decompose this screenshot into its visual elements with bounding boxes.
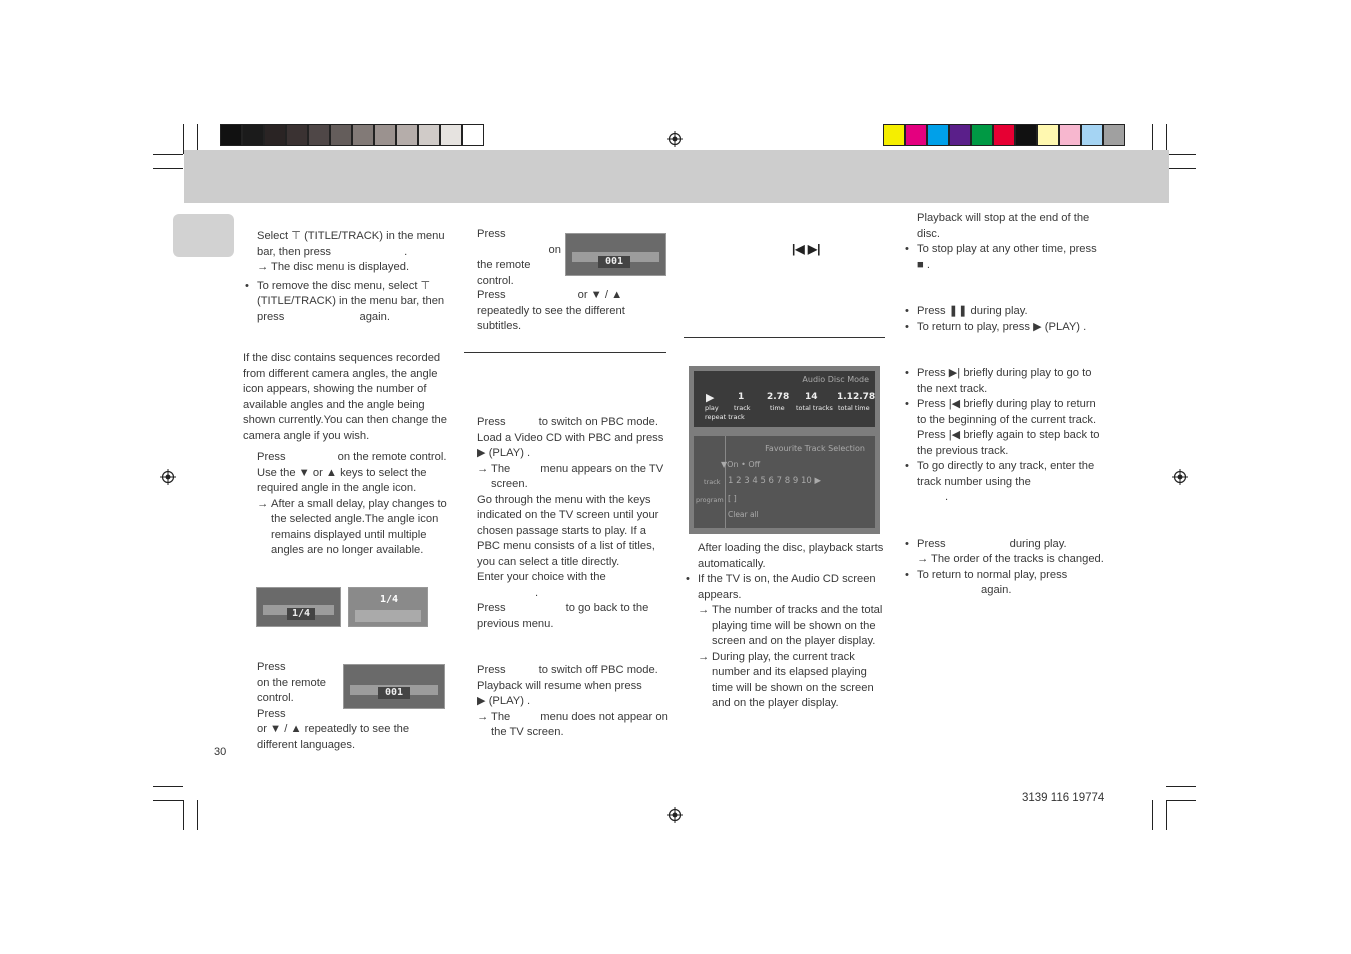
gray-swatch bbox=[242, 124, 264, 146]
text: ▶ (PLAY) . bbox=[477, 695, 531, 707]
track-row-label: track bbox=[704, 478, 721, 486]
text: Playback will stop at the end of the disc. bbox=[917, 212, 1090, 240]
column-2-pbc bbox=[477, 415, 669, 741]
gray-swatch bbox=[352, 124, 374, 146]
title-track-icon: ⊤ bbox=[291, 230, 301, 242]
text: To remove the disc menu, select bbox=[257, 279, 418, 292]
play-icon: ▶ bbox=[706, 391, 715, 404]
text: Press bbox=[917, 537, 946, 550]
text: to switch off PBC mode. bbox=[538, 664, 658, 676]
text: Go through the menu with the keys indicated on the TV screen until your chosen passage starts to play. If a PBC menu consists of a list of titles, you can select a title directly. bbox=[477, 493, 659, 568]
text: • Press ❚❚ during play. bbox=[903, 304, 1108, 320]
menu-divider-line bbox=[725, 436, 726, 528]
text: (TITLE/TRACK) in the menu bar, then press bbox=[257, 230, 445, 258]
text: After a small delay, play changes to the selected angle.The angle icon remains displayed until multiple angles are no longer available. bbox=[271, 497, 447, 556]
text: Select bbox=[257, 230, 289, 242]
stop-icon: ■ . bbox=[917, 258, 930, 271]
text: Press bbox=[257, 661, 286, 673]
text: ▶ (PLAY) . bbox=[477, 447, 531, 459]
crop-mark bbox=[153, 154, 183, 155]
color-swatch bbox=[993, 124, 1015, 146]
crop-mark bbox=[1166, 800, 1167, 830]
text: • To go directly to any track, enter the track number using the bbox=[903, 459, 1108, 490]
cd-status-panel bbox=[694, 371, 875, 427]
column-2 bbox=[477, 288, 667, 335]
angle-icon-image-b bbox=[348, 587, 428, 627]
gray-swatch bbox=[374, 124, 396, 146]
text: • To return to play, press ▶ (PLAY) . bbox=[903, 320, 1108, 336]
column-4 bbox=[903, 211, 1108, 599]
gray-swatch bbox=[308, 124, 330, 146]
subtitle-counter-text: 001 bbox=[598, 256, 630, 268]
color-swatch bbox=[1015, 124, 1037, 146]
gray-swatch bbox=[220, 124, 242, 146]
color-swatch bbox=[905, 124, 927, 146]
text: Load a Video CD with PBC and press bbox=[477, 431, 664, 444]
total-time-label: total time bbox=[838, 404, 870, 412]
text: • To return to normal play, press bbox=[903, 568, 1108, 584]
subtitle-image bbox=[565, 233, 666, 276]
text: Press bbox=[477, 416, 506, 428]
gray-swatch bbox=[264, 124, 286, 146]
text: Enter your choice with the bbox=[477, 571, 606, 583]
gray-swatch bbox=[286, 124, 308, 146]
text: repeatedly to see the different subtitles. bbox=[477, 304, 625, 332]
side-language-tab bbox=[173, 214, 234, 257]
program-label: program bbox=[696, 496, 724, 504]
header-bar bbox=[184, 150, 1169, 203]
arrow-icon: → bbox=[257, 497, 269, 510]
arrow-icon: → bbox=[257, 261, 269, 273]
crop-mark bbox=[1166, 786, 1196, 787]
text: Press bbox=[477, 228, 506, 240]
text: to go back to the previous menu. bbox=[477, 602, 649, 630]
text: or ▼ / ▲ repeatedly to see the different languages. bbox=[257, 723, 410, 751]
angle-intro-text: If the disc contains sequences recorded from different camera angles, the angle icon appears, showing the number of available angles and the angle being shown currently.You can then change the camera angle if you wish. bbox=[243, 352, 448, 442]
column-1-languages bbox=[243, 660, 343, 722]
text: Press bbox=[477, 289, 506, 301]
crop-mark bbox=[153, 800, 183, 801]
registration-target-icon bbox=[1172, 469, 1188, 485]
text: The bbox=[491, 710, 511, 723]
audio-cd-screen-image bbox=[689, 366, 880, 534]
angle-icon-image-a bbox=[256, 587, 341, 627]
crop-mark bbox=[183, 800, 184, 830]
color-swatch bbox=[1059, 124, 1081, 146]
crop-mark bbox=[1166, 168, 1196, 169]
angle-use-text: Use the ▼ or ▲ keys to select the required angle in the angle icon. bbox=[257, 466, 427, 494]
text: or ▼ / ▲ bbox=[577, 289, 623, 301]
clear-all: Clear all bbox=[728, 510, 759, 519]
on-off-toggle: ▼On • Off bbox=[721, 460, 761, 469]
track-value: 1 bbox=[738, 392, 745, 402]
gray-swatch bbox=[440, 124, 462, 146]
text: The bbox=[491, 462, 511, 475]
text: on the remote control. bbox=[257, 676, 327, 704]
text: Playback will resume when press bbox=[477, 679, 642, 692]
text: During play, the current track number and its elapsed playing time will be shown on the screen and on the player display. bbox=[712, 650, 874, 709]
arrow-icon: → bbox=[917, 553, 929, 565]
time-label: time bbox=[770, 404, 785, 412]
total-tracks-value: 14 bbox=[805, 392, 818, 402]
color-swatch bbox=[927, 124, 949, 146]
text: on the remote control. bbox=[337, 451, 447, 463]
program-value: [ ] bbox=[728, 494, 737, 503]
text: to switch on PBC mode. bbox=[538, 416, 658, 428]
play-label: play bbox=[705, 404, 719, 412]
color-swatch bbox=[949, 124, 971, 146]
mode-label: Audio Disc Mode bbox=[802, 375, 869, 384]
text: • If the TV is on, the Audio CD screen appears. bbox=[684, 572, 886, 603]
product-code: 3139 116 19774 bbox=[1022, 792, 1105, 804]
time-value: 2.78 bbox=[767, 392, 790, 402]
color-swatch bbox=[1037, 124, 1059, 146]
prev-next-icons: |◀ ▶| bbox=[792, 242, 821, 256]
crop-mark bbox=[153, 168, 183, 169]
language-counter-text: 001 bbox=[378, 687, 410, 699]
crop-mark bbox=[1166, 154, 1196, 155]
audio-language-image bbox=[343, 664, 445, 709]
angle-counter-text: 1/4 bbox=[287, 608, 315, 620]
text: Press bbox=[477, 602, 506, 614]
text: again. bbox=[359, 310, 390, 323]
section-divider bbox=[684, 337, 885, 338]
crop-mark bbox=[197, 800, 198, 830]
text: • Press ▶| briefly during play to go to the next track. bbox=[903, 366, 1108, 397]
track-label: track bbox=[734, 404, 751, 412]
gray-swatch bbox=[462, 124, 484, 146]
text: again. bbox=[981, 584, 1012, 596]
text: • Press |◀ briefly during play to return to the beginning of the current track. Press |◀ briefly again to step back to the previous track. bbox=[903, 397, 1108, 459]
column-2-subtitles bbox=[477, 227, 567, 289]
arrow-icon: → bbox=[698, 650, 710, 663]
registration-target-icon bbox=[667, 131, 683, 147]
text: The disc menu is displayed. bbox=[271, 261, 410, 273]
text: The number of tracks and the total playing time will be shown on the screen and on the player display. bbox=[712, 604, 883, 647]
text: The order of the tracks is changed. bbox=[931, 553, 1104, 565]
text: on bbox=[548, 243, 561, 256]
title-track-icon: ⊤ bbox=[420, 279, 431, 292]
favourite-track-panel bbox=[694, 436, 875, 528]
text: the remote control. bbox=[477, 259, 531, 287]
total-time-value: 1.12.78 bbox=[837, 392, 876, 402]
total-tracks-label: total tracks bbox=[796, 404, 833, 412]
color-swatch bbox=[883, 124, 905, 146]
track-numbers: 1 2 3 4 5 6 7 8 9 10 ▶ bbox=[728, 476, 822, 486]
text: After loading the disc, playback starts automatically. bbox=[698, 542, 884, 570]
section-divider bbox=[464, 352, 666, 353]
arrow-icon: → bbox=[698, 604, 710, 616]
crop-mark bbox=[1166, 800, 1196, 801]
registration-target-icon bbox=[160, 469, 176, 485]
lang-repeat-text bbox=[257, 722, 447, 753]
color-swatch bbox=[971, 124, 993, 146]
crop-mark bbox=[1152, 800, 1153, 830]
text: (TITLE/TRACK) in the menu bar, then press bbox=[257, 295, 445, 323]
text: . bbox=[945, 491, 949, 503]
gray-swatch bbox=[330, 124, 352, 146]
text: menu does not appear on the TV screen. bbox=[491, 710, 668, 738]
text: Press bbox=[257, 451, 286, 463]
repeat-label: repeat track bbox=[705, 413, 745, 421]
page-number: 30 bbox=[214, 746, 227, 758]
crop-mark bbox=[153, 786, 183, 787]
arrow-icon: → bbox=[477, 710, 489, 723]
angle-counter-text: 1/4 bbox=[379, 594, 399, 605]
text: menu appears on the TV screen. bbox=[491, 462, 664, 490]
text: Press bbox=[477, 664, 506, 676]
gray-swatch bbox=[396, 124, 418, 146]
gray-swatch bbox=[418, 124, 440, 146]
column-3 bbox=[684, 541, 886, 712]
text: Press bbox=[257, 707, 286, 720]
text: during play. bbox=[1009, 537, 1067, 550]
arrow-icon: → bbox=[477, 462, 489, 475]
text: . bbox=[404, 245, 408, 258]
text: . bbox=[535, 586, 539, 599]
color-swatch bbox=[1103, 124, 1125, 146]
registration-target-icon bbox=[667, 807, 683, 823]
column-1 bbox=[243, 229, 448, 559]
text: • To stop play at any other time, press bbox=[903, 242, 1108, 258]
fts-label: Favourite Track Selection bbox=[765, 444, 865, 453]
color-swatch bbox=[1081, 124, 1103, 146]
